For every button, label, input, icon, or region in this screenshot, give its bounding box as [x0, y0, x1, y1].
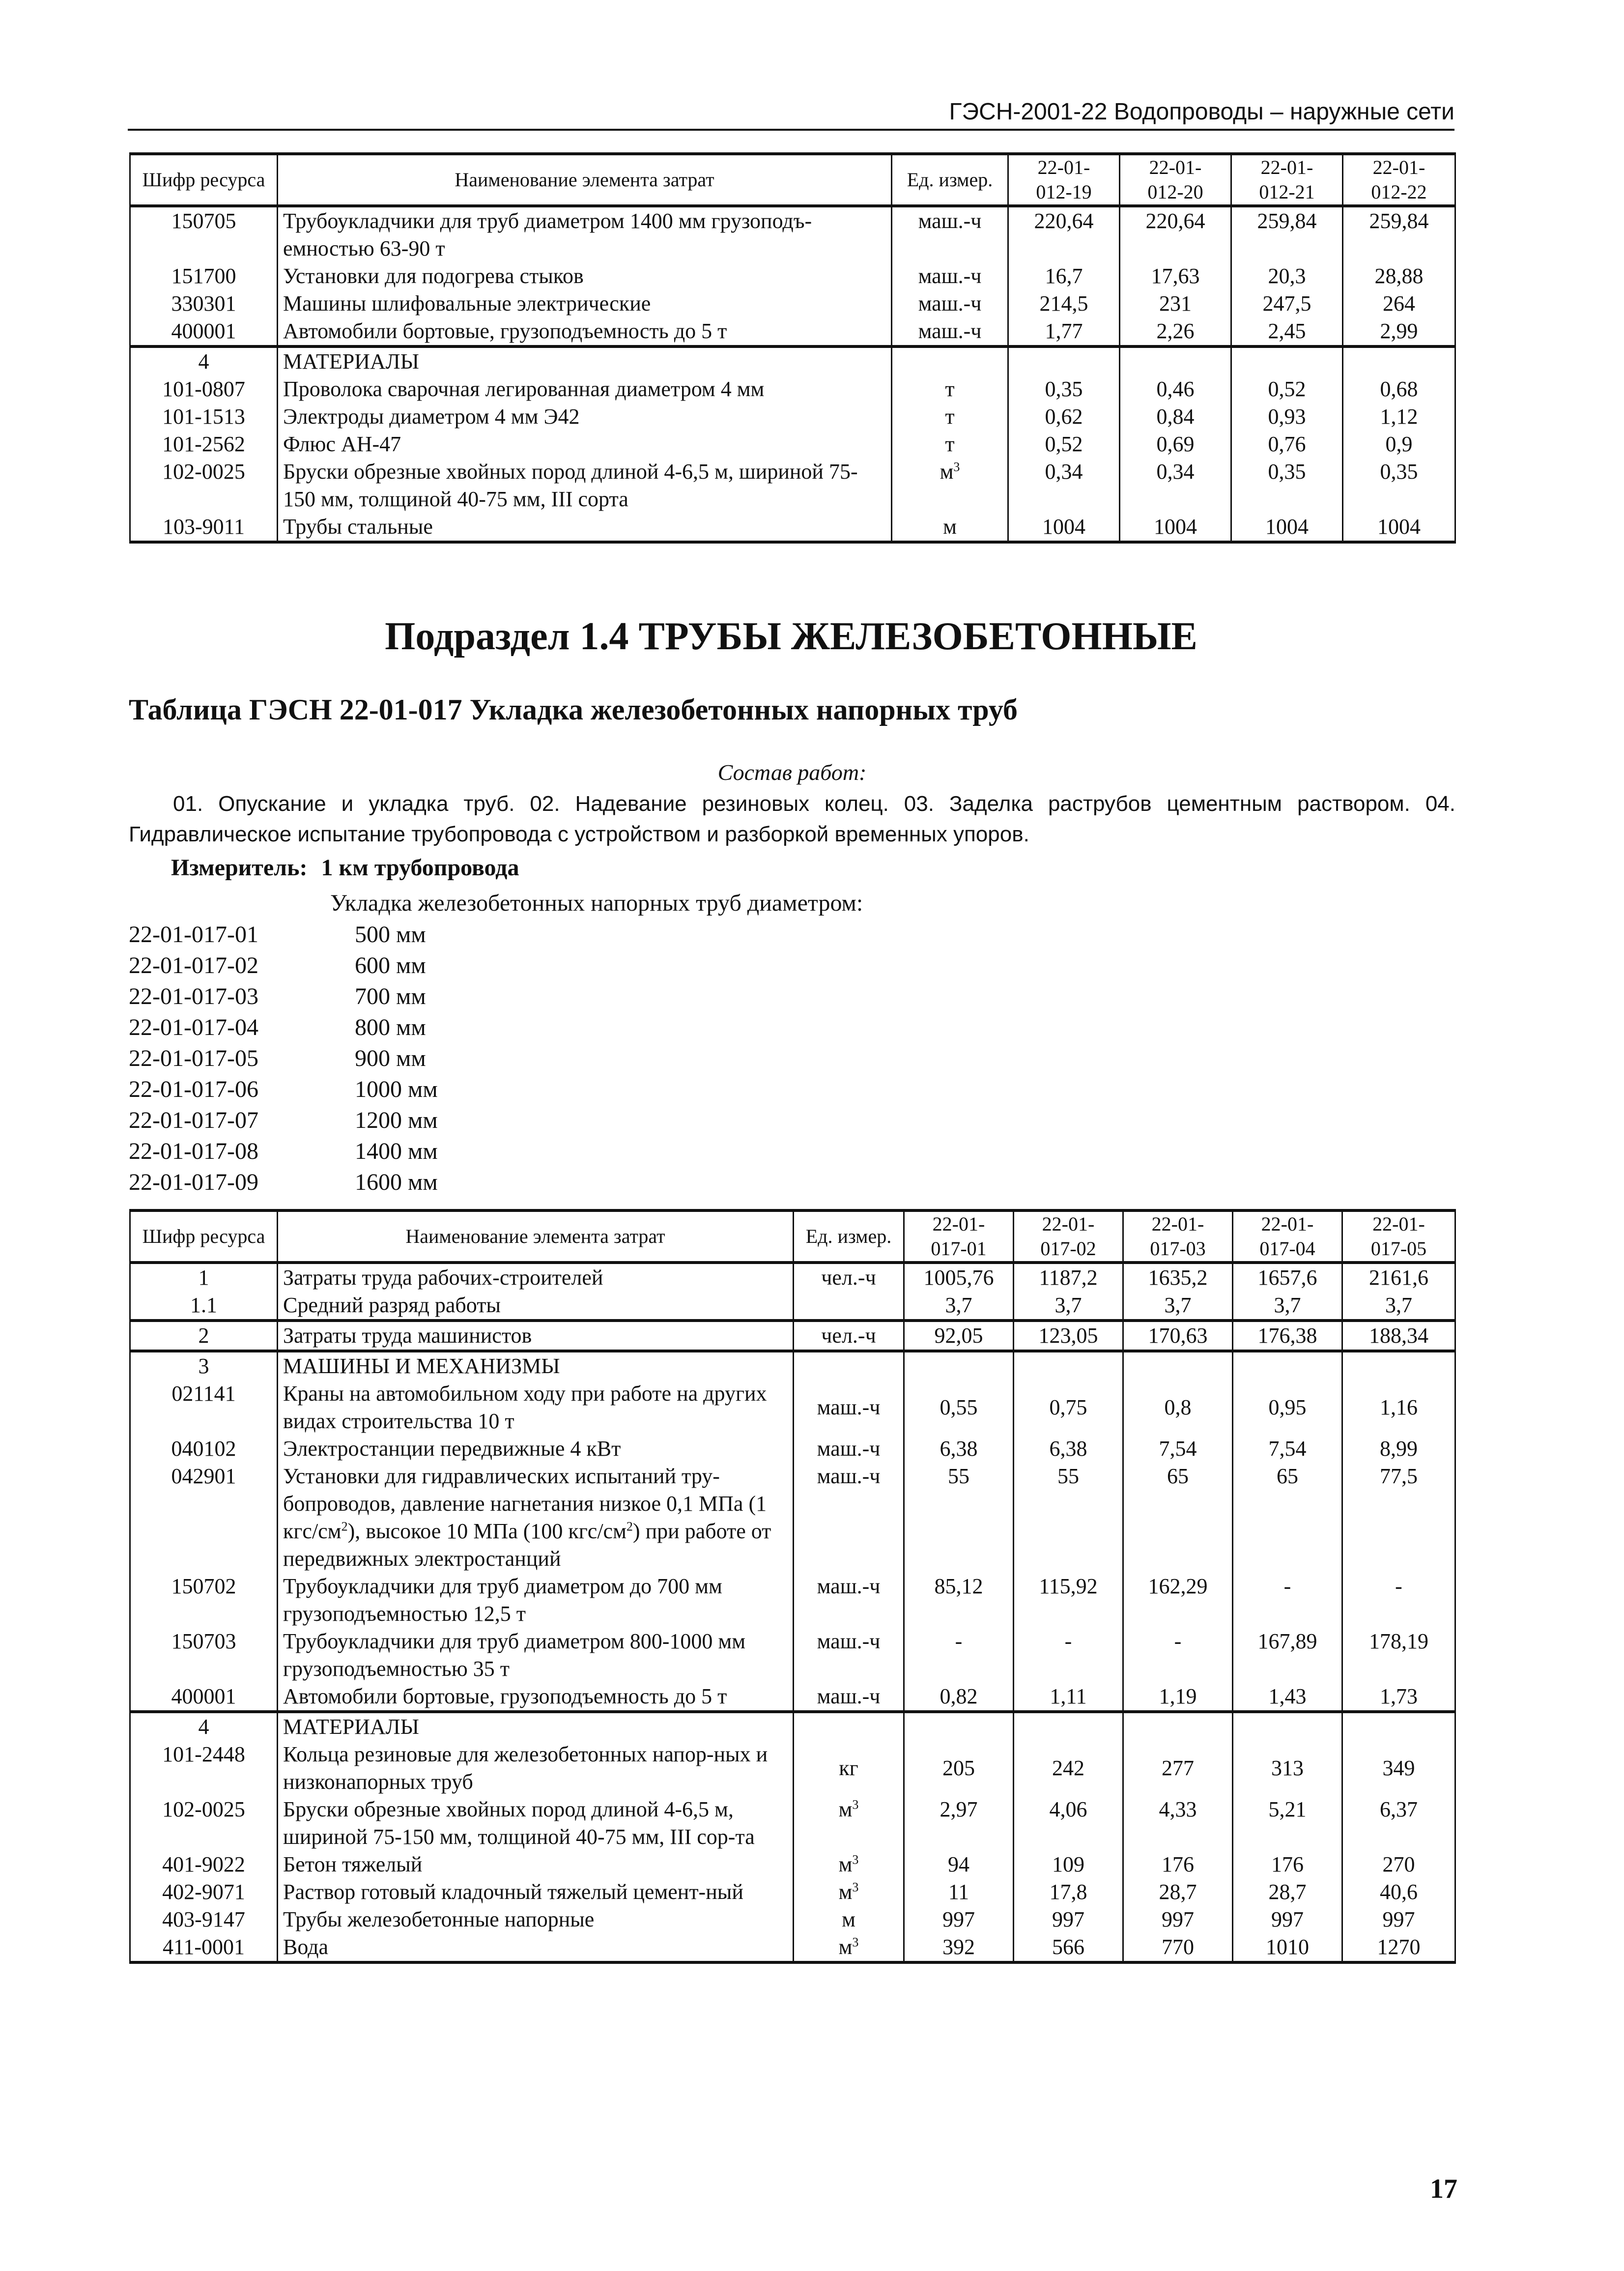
unit-cell: $м^3$	[794, 1796, 904, 1851]
unit-cell: чел.-ч	[794, 1263, 904, 1292]
value-cell: 770	[1123, 1933, 1233, 1962]
table-row	[130, 290, 1455, 317]
resource-name: Автомобили бортовые, грузоподъемность до 5 т	[278, 317, 892, 346]
group-row	[130, 1351, 1455, 1380]
resource-table-012	[129, 152, 1456, 544]
value-cell	[1120, 346, 1231, 375]
value-cell: 7,54	[1233, 1435, 1342, 1463]
resource-name: Затраты труда машинистов	[278, 1321, 794, 1351]
value-cell: 6,38	[1014, 1435, 1123, 1463]
value-cell: 188,34	[1342, 1321, 1455, 1351]
header-variant-column: 22-01- 017-05	[1342, 1210, 1455, 1263]
resource-name: Машины шлифовальные электрические	[278, 290, 892, 317]
value-cell: 1,73	[1342, 1683, 1455, 1712]
unit-cell: чел.-ч	[794, 1321, 904, 1351]
variant-item	[129, 1074, 438, 1105]
value-cell: 85,12	[904, 1573, 1014, 1628]
variant-code: 22-01-017-07	[129, 1107, 258, 1133]
value-cell: 247,5	[1231, 290, 1343, 317]
value-cell	[904, 1712, 1014, 1741]
header-variant-column: 22-01- 012-20	[1120, 154, 1231, 206]
value-cell: 1,43	[1233, 1683, 1342, 1712]
value-cell: 0,75	[1014, 1380, 1123, 1435]
section-title: Подраздел 1.4 ТРУБЫ ЖЕЛЕЗОБЕТОННЫЕ	[385, 615, 1197, 658]
unit-cell	[794, 1712, 904, 1741]
value-cell: 1657,6	[1233, 1263, 1342, 1292]
value-cell: 20,3	[1231, 262, 1343, 290]
variant-diameter: 500 мм	[355, 921, 426, 948]
table-row	[130, 317, 1455, 346]
variant-code: 22-01-017-02	[129, 952, 258, 978]
resource-code: 103-9011	[130, 513, 278, 542]
header-row	[130, 1210, 1455, 1263]
resource-code: 101-0807	[130, 375, 278, 403]
value-cell: 242	[1014, 1741, 1123, 1796]
resource-code: 330301	[130, 290, 278, 317]
unit-cell: $м^3$	[794, 1851, 904, 1878]
value-cell: 176	[1233, 1851, 1342, 1878]
value-cell: 16,7	[1008, 262, 1120, 290]
resource-code: 150703	[130, 1628, 278, 1683]
value-cell: 277	[1123, 1741, 1233, 1796]
value-cell: 4,33	[1123, 1796, 1233, 1851]
value-cell: 1,12	[1343, 403, 1455, 431]
resource-code: 151700	[130, 262, 278, 290]
value-cell: 1,77	[1008, 317, 1120, 346]
variant-diameter: 900 мм	[355, 1045, 426, 1071]
table-body	[130, 206, 1455, 542]
value-cell: 1270	[1342, 1933, 1455, 1962]
table-row	[130, 1906, 1455, 1933]
value-cell	[1342, 1712, 1455, 1741]
value-cell: 231	[1120, 290, 1231, 317]
table-row	[130, 403, 1455, 431]
resource-code: 400001	[130, 317, 278, 346]
variant-code: 22-01-017-03	[129, 983, 258, 1009]
value-cell: 4,06	[1014, 1796, 1123, 1851]
header-name: Наименование элемента затрат	[278, 154, 892, 206]
variant-item	[129, 950, 438, 981]
value-cell: 11	[904, 1878, 1014, 1906]
table-row	[130, 1933, 1455, 1962]
value-cell	[1342, 1351, 1455, 1380]
value-cell	[1123, 1712, 1233, 1741]
variant-diameter: 800 мм	[355, 1014, 426, 1040]
value-cell: 6,37	[1342, 1796, 1455, 1851]
unit-cell: $м^3$	[892, 458, 1008, 513]
group-row	[130, 346, 1455, 375]
group-row	[130, 1712, 1455, 1741]
table-row	[130, 1628, 1455, 1683]
resource-code: 400001	[130, 1683, 278, 1712]
resource-code: 1	[130, 1263, 278, 1292]
resource-code: 2	[130, 1321, 278, 1351]
value-cell: 2161,6	[1342, 1263, 1455, 1292]
value-cell: 0,34	[1008, 458, 1120, 513]
unit-cell: т	[892, 375, 1008, 403]
value-cell	[1343, 346, 1455, 375]
value-cell: 259,84	[1343, 206, 1455, 262]
value-cell: 65	[1123, 1463, 1233, 1573]
variant-item	[129, 919, 438, 950]
value-cell: 65	[1233, 1463, 1342, 1573]
variant-diameter: 600 мм	[355, 952, 426, 978]
measure-label: Измеритель:	[171, 855, 308, 881]
value-cell	[904, 1351, 1014, 1380]
value-cell: 2,26	[1120, 317, 1231, 346]
resource-name: Раствор готовый кладочный тяжелый цемент-ный	[278, 1878, 794, 1906]
value-cell: 7,54	[1123, 1435, 1233, 1463]
value-cell: 28,7	[1123, 1878, 1233, 1906]
value-cell: 17,63	[1120, 262, 1231, 290]
resource-name: Затраты труда рабочих-строителей	[278, 1263, 794, 1292]
work-composition-label: Состав работ:	[717, 760, 867, 785]
group-title: МАТЕРИАЛЫ	[278, 346, 892, 375]
value-cell: 109	[1014, 1851, 1123, 1878]
value-cell: 1010	[1233, 1933, 1342, 1962]
table-row	[130, 1380, 1455, 1435]
value-cell: 17,8	[1014, 1878, 1123, 1906]
variant-item	[129, 1012, 438, 1043]
header-variant-column: 22-01- 012-22	[1343, 154, 1455, 206]
value-cell	[1233, 1712, 1342, 1741]
group-title: МАТЕРИАЛЫ	[278, 1712, 794, 1741]
variant-code: 22-01-017-06	[129, 1076, 258, 1102]
table-row	[130, 1435, 1455, 1463]
resource-code: 042901	[130, 1463, 278, 1573]
measure	[171, 854, 533, 881]
value-cell: 2,45	[1231, 317, 1343, 346]
unit-cell: маш.-ч	[794, 1463, 904, 1573]
resource-name: Электростанции передвижные 4 кВт	[278, 1435, 794, 1463]
variant-diameter: 1400 мм	[355, 1138, 438, 1164]
resource-code: 1.1	[130, 1292, 278, 1321]
value-cell: 0,35	[1231, 458, 1343, 513]
variant-diameter: 1600 мм	[355, 1169, 438, 1195]
table-row	[130, 262, 1455, 290]
value-cell: 1,11	[1014, 1683, 1123, 1712]
value-cell: 3,7	[1342, 1292, 1455, 1321]
value-cell	[1123, 1351, 1233, 1380]
table-row	[130, 1321, 1455, 1351]
work-composition-text: 01. Опускание и укладка труб. 02. Надевание резиновых колец. 03. Заделка раструбов цементным раствором. 04. Гидравлическое испытание трубопровода с устройством и разборкой временных упоров.	[129, 792, 1455, 846]
table-header	[130, 1210, 1455, 1263]
value-cell: 170,63	[1123, 1321, 1233, 1351]
table-row	[130, 458, 1455, 513]
unit-cell: $м^3$	[794, 1933, 904, 1962]
value-cell: 178,19	[1342, 1628, 1455, 1683]
variant-code: 22-01-017-05	[129, 1045, 258, 1071]
variant-diameter: 700 мм	[355, 983, 426, 1009]
value-cell: 28,88	[1343, 262, 1455, 290]
value-cell	[1014, 1712, 1123, 1741]
value-cell: 392	[904, 1933, 1014, 1962]
unit-cell: кг	[794, 1741, 904, 1796]
value-cell: 997	[904, 1906, 1014, 1933]
resource-name: Проволока сварочная легированная диаметром 4 мм	[278, 375, 892, 403]
value-cell: 55	[1014, 1463, 1123, 1573]
variant-list	[129, 919, 438, 1198]
value-cell: 0,93	[1231, 403, 1343, 431]
value-cell: 1187,2	[1014, 1263, 1123, 1292]
header-code: Шифр ресурса	[130, 154, 278, 206]
table-row	[130, 513, 1455, 542]
value-cell: 167,89	[1233, 1628, 1342, 1683]
header-name: Наименование элемента затрат	[278, 1210, 794, 1263]
resource-code: 4	[130, 1712, 278, 1741]
value-cell: 997	[1014, 1906, 1123, 1933]
unit-cell: т	[892, 403, 1008, 431]
value-cell: 92,05	[904, 1321, 1014, 1351]
table-row	[130, 375, 1455, 403]
resource-name: Трубоукладчики для труб диаметром 800-1000 мм грузоподъемностью 35 т	[278, 1628, 794, 1683]
value-cell: 77,5	[1342, 1463, 1455, 1573]
table-title: Таблица ГЭСН 22-01-017 Укладка железобетонных напорных труб	[129, 693, 1018, 726]
value-cell	[1008, 346, 1120, 375]
unit-cell	[794, 1351, 904, 1380]
value-cell: 349	[1342, 1741, 1455, 1796]
resource-code: 021141	[130, 1380, 278, 1435]
variant-item	[129, 1167, 438, 1198]
resource-name: Трубы железобетонные напорные	[278, 1906, 794, 1933]
value-cell: 0,9	[1343, 431, 1455, 458]
table-row	[130, 1573, 1455, 1628]
variant-item	[129, 981, 438, 1012]
value-cell: 0,46	[1120, 375, 1231, 403]
value-cell: 0,55	[904, 1380, 1014, 1435]
value-cell: 264	[1343, 290, 1455, 317]
resource-name: Средний разряд работы	[278, 1292, 794, 1321]
value-cell: 0,62	[1008, 403, 1120, 431]
resource-code: 150702	[130, 1573, 278, 1628]
unit-cell: м	[892, 513, 1008, 542]
variant-item	[129, 1043, 438, 1074]
value-cell: 997	[1123, 1906, 1233, 1933]
unit-cell	[892, 346, 1008, 375]
value-cell	[1231, 346, 1343, 375]
value-cell: 0,35	[1008, 375, 1120, 403]
value-cell: 1004	[1231, 513, 1343, 542]
value-cell: 0,95	[1233, 1380, 1342, 1435]
value-cell: 1004	[1120, 513, 1231, 542]
value-cell	[1014, 1351, 1123, 1380]
resource-name: Флюс АН-47	[278, 431, 892, 458]
value-cell: 6,38	[904, 1435, 1014, 1463]
header-variant-column: 22-01- 017-04	[1233, 1210, 1342, 1263]
resource-code: 401-9022	[130, 1851, 278, 1878]
value-cell: 997	[1342, 1906, 1455, 1933]
unit-cell: маш.-ч	[892, 262, 1008, 290]
value-cell: -	[904, 1628, 1014, 1683]
variant-item	[129, 1136, 438, 1167]
value-cell: 3,7	[1123, 1292, 1233, 1321]
value-cell: 0,82	[904, 1683, 1014, 1712]
unit-cell: маш.-ч	[892, 206, 1008, 262]
variant-item	[129, 1105, 438, 1136]
table-row	[130, 1878, 1455, 1906]
table-row	[130, 1741, 1455, 1796]
resource-name: Установки для подогрева стыков	[278, 262, 892, 290]
page-number: 17	[1430, 2174, 1457, 2204]
value-cell: 566	[1014, 1933, 1123, 1962]
header-variant-column: 22-01- 012-19	[1008, 154, 1120, 206]
resource-code: 101-1513	[130, 403, 278, 431]
value-cell: 270	[1342, 1851, 1455, 1878]
resource-table-017	[129, 1209, 1456, 1964]
value-cell: 3,7	[904, 1292, 1014, 1321]
value-cell: 40,6	[1342, 1878, 1455, 1906]
value-cell: -	[1014, 1628, 1123, 1683]
measure-value: 1 км трубопровода	[321, 855, 519, 881]
variant-code: 22-01-017-08	[129, 1138, 258, 1164]
value-cell: -	[1123, 1628, 1233, 1683]
header-variant-column: 22-01- 012-21	[1231, 154, 1343, 206]
header-variant-column: 22-01- 017-01	[904, 1210, 1014, 1263]
resource-name: Трубоукладчики для труб диаметром до 700 мм грузоподъемностью 12,5 т	[278, 1573, 794, 1628]
value-cell: 176,38	[1233, 1321, 1342, 1351]
table-row	[130, 1292, 1455, 1321]
resource-name: Электроды диаметром 4 мм Э42	[278, 403, 892, 431]
table-row	[130, 1851, 1455, 1878]
value-cell: -	[1342, 1573, 1455, 1628]
value-cell: 3,7	[1014, 1292, 1123, 1321]
resource-code: 402-9071	[130, 1878, 278, 1906]
diameter-intro: Укладка железобетонных напорных труб диаметром:	[330, 890, 863, 916]
resource-name: Бетон тяжелый	[278, 1851, 794, 1878]
unit-cell: маш.-ч	[892, 317, 1008, 346]
value-cell: -	[1233, 1573, 1342, 1628]
resource-code: 3	[130, 1351, 278, 1380]
value-cell: 94	[904, 1851, 1014, 1878]
table-row	[130, 431, 1455, 458]
resource-name: Установки для гидравлических испытаний тру-бопроводов, давление нагнетания низкое 0,1 МПа (1 кгс/$см^2$), высокое 10 МПа (100 кгс/$см^2$) при работе от передвижных электростанций	[278, 1463, 794, 1573]
value-cell: 162,29	[1123, 1573, 1233, 1628]
value-cell: 0,35	[1343, 458, 1455, 513]
value-cell: 220,64	[1120, 206, 1231, 262]
value-cell: 1635,2	[1123, 1263, 1233, 1292]
value-cell: 0,69	[1120, 431, 1231, 458]
resource-code: 411-0001	[130, 1933, 278, 1962]
value-cell: 0,8	[1123, 1380, 1233, 1435]
resource-code: 101-2448	[130, 1741, 278, 1796]
header-unit: Ед. измер.	[892, 154, 1008, 206]
resource-name: Кольца резиновые для железобетонных напор-ных и низконапорных труб	[278, 1741, 794, 1796]
resource-code: 040102	[130, 1435, 278, 1463]
value-cell: 205	[904, 1741, 1014, 1796]
table-row	[130, 1683, 1455, 1712]
value-cell: 313	[1233, 1741, 1342, 1796]
header-code: Шифр ресурса	[130, 1210, 278, 1263]
value-cell: 1,16	[1342, 1380, 1455, 1435]
value-cell: 0,76	[1231, 431, 1343, 458]
value-cell: 0,68	[1343, 375, 1455, 403]
value-cell: 997	[1233, 1906, 1342, 1933]
value-cell: 0,52	[1008, 431, 1120, 458]
unit-cell: маш.-ч	[794, 1380, 904, 1435]
resource-name: Бруски обрезные хвойных пород длиной 4-6,5 м, шириной 75-150 мм, толщиной 40-75 мм, III сор-та	[278, 1796, 794, 1851]
unit-cell: т	[892, 431, 1008, 458]
unit-cell	[794, 1292, 904, 1321]
value-cell: 1004	[1343, 513, 1455, 542]
unit-cell: маш.-ч	[794, 1573, 904, 1628]
group-title: МАШИНЫ И МЕХАНИЗМЫ	[278, 1351, 794, 1380]
resource-name: Бруски обрезные хвойных пород длиной 4-6,5 м, шириной 75-150 мм, толщиной 40-75 мм, III сорта	[278, 458, 892, 513]
resource-name: Краны на автомобильном ходу при работе на других видах строительства 10 т	[278, 1380, 794, 1435]
value-cell	[1233, 1351, 1342, 1380]
unit-cell: маш.-ч	[794, 1435, 904, 1463]
value-cell: 115,92	[1014, 1573, 1123, 1628]
variant-diameter: 1200 мм	[355, 1107, 438, 1133]
unit-cell: маш.-ч	[794, 1683, 904, 1712]
value-cell: 8,99	[1342, 1435, 1455, 1463]
value-cell: 0,84	[1120, 403, 1231, 431]
value-cell: 0,34	[1120, 458, 1231, 513]
value-cell: 220,64	[1008, 206, 1120, 262]
running-header: ГЭСН-2001-22 Водопроводы – наружные сети	[949, 99, 1454, 125]
resource-name: Вода	[278, 1933, 794, 1962]
unit-cell: маш.-ч	[892, 290, 1008, 317]
value-cell: 176	[1123, 1851, 1233, 1878]
header-unit: Ед. измер.	[794, 1210, 904, 1263]
resource-code: 102-0025	[130, 458, 278, 513]
value-cell: 1,19	[1123, 1683, 1233, 1712]
table-row	[130, 206, 1455, 262]
variant-diameter: 1000 мм	[355, 1076, 438, 1102]
value-cell: 28,7	[1233, 1878, 1342, 1906]
table-body	[130, 1263, 1455, 1962]
resource-code: 102-0025	[130, 1796, 278, 1851]
table-row	[130, 1796, 1455, 1851]
resource-code: 150705	[130, 206, 278, 262]
header-variant-column: 22-01- 017-03	[1123, 1210, 1233, 1263]
value-cell: 0,52	[1231, 375, 1343, 403]
header-rule	[128, 129, 1454, 131]
value-cell: 259,84	[1231, 206, 1343, 262]
resource-code: 403-9147	[130, 1906, 278, 1933]
unit-cell: $м^3$	[794, 1878, 904, 1906]
value-cell: 1004	[1008, 513, 1120, 542]
unit-cell: маш.-ч	[794, 1628, 904, 1683]
table-header	[130, 154, 1455, 206]
header-row	[130, 154, 1455, 206]
variant-code: 22-01-017-01	[129, 921, 258, 948]
resource-name: Трубы стальные	[278, 513, 892, 542]
variant-code: 22-01-017-09	[129, 1169, 258, 1195]
value-cell: 2,97	[904, 1796, 1014, 1851]
value-cell: 1005,76	[904, 1263, 1014, 1292]
resource-name: Трубоукладчики для труб диаметром 1400 мм грузоподъ-емностью 63-90 т	[278, 206, 892, 262]
value-cell: 123,05	[1014, 1321, 1123, 1351]
resource-code: 4	[130, 346, 278, 375]
header-variant-column: 22-01- 017-02	[1014, 1210, 1123, 1263]
value-cell: 3,7	[1233, 1292, 1342, 1321]
resource-code: 101-2562	[130, 431, 278, 458]
table-row	[130, 1463, 1455, 1573]
value-cell: 55	[904, 1463, 1014, 1573]
table-row	[130, 1263, 1455, 1292]
value-cell: 2,99	[1343, 317, 1455, 346]
value-cell: 5,21	[1233, 1796, 1342, 1851]
resource-name: Автомобили бортовые, грузоподъемность до 5 т	[278, 1683, 794, 1712]
unit-cell: м	[794, 1906, 904, 1933]
value-cell: 214,5	[1008, 290, 1120, 317]
variant-code: 22-01-017-04	[129, 1014, 258, 1040]
